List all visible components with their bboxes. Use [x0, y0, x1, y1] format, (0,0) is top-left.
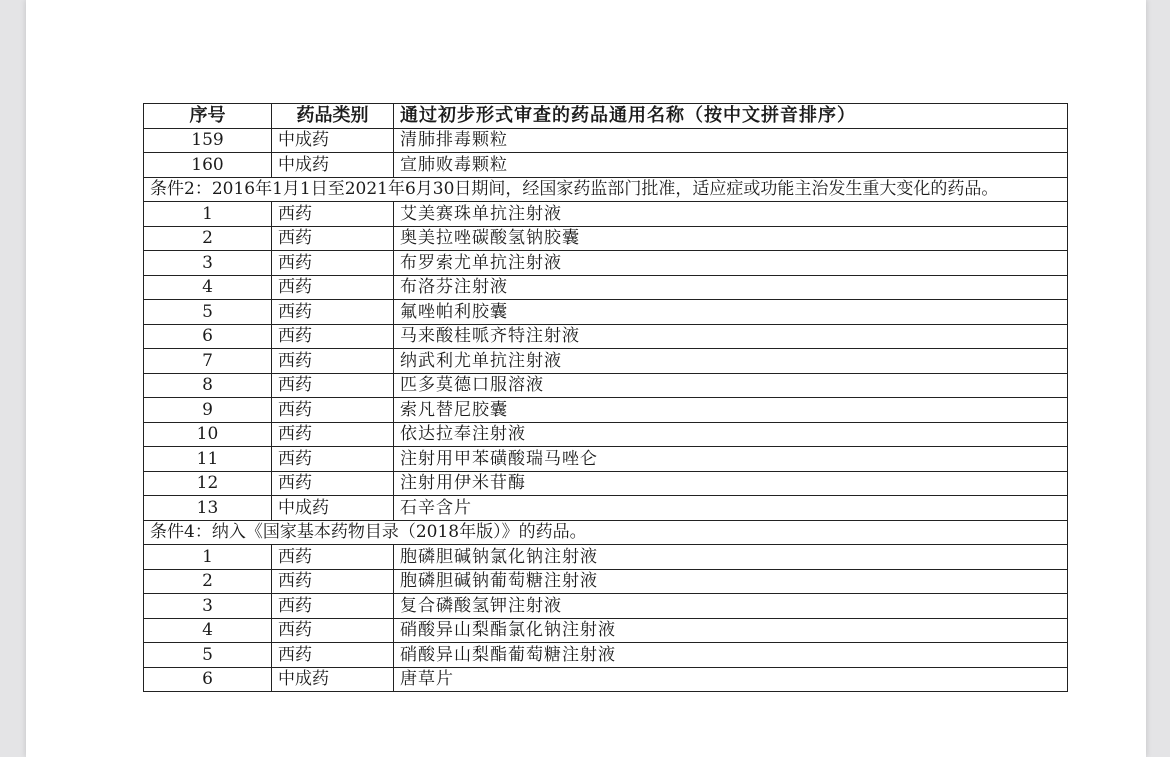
row-drug-name: 清肺排毒颗粒 [394, 128, 1068, 153]
row-drug-name: 硝酸异山梨酯氯化钠注射液 [394, 618, 1068, 643]
row-category: 西药 [272, 300, 394, 325]
row-category: 西药 [272, 643, 394, 668]
table-row [144, 202, 1068, 227]
table-row [144, 373, 1068, 398]
condition-row [144, 177, 1068, 202]
row-index: 7 [144, 349, 272, 374]
row-drug-name: 依达拉奉注射液 [394, 422, 1068, 447]
row-category: 西药 [272, 422, 394, 447]
row-index: 4 [144, 618, 272, 643]
row-index: 9 [144, 398, 272, 423]
table-row [144, 471, 1068, 496]
row-drug-name: 布罗索尤单抗注射液 [394, 251, 1068, 276]
header-drug-name: 通过初步形式审查的药品通用名称（按中文拼音排序） [394, 104, 1068, 129]
table-row [144, 153, 1068, 178]
table-row [144, 594, 1068, 619]
row-drug-name: 纳武利尤单抗注射液 [394, 349, 1068, 374]
table-row [144, 422, 1068, 447]
table-row [144, 349, 1068, 374]
drug-table [143, 103, 1068, 692]
row-drug-name: 宣肺败毒颗粒 [394, 153, 1068, 178]
row-index: 13 [144, 496, 272, 521]
row-drug-name: 布洛芬注射液 [394, 275, 1068, 300]
row-category: 西药 [272, 275, 394, 300]
row-category: 中成药 [272, 128, 394, 153]
row-index: 5 [144, 300, 272, 325]
row-category: 西药 [272, 373, 394, 398]
row-index: 2 [144, 226, 272, 251]
row-category: 西药 [272, 471, 394, 496]
row-index: 6 [144, 667, 272, 692]
table-row [144, 569, 1068, 594]
row-category: 西药 [272, 447, 394, 472]
row-drug-name: 石辛含片 [394, 496, 1068, 521]
header-category: 药品类别 [272, 104, 394, 129]
row-category: 西药 [272, 545, 394, 570]
row-drug-name: 奥美拉唑碳酸氢钠胶囊 [394, 226, 1068, 251]
table-row [144, 618, 1068, 643]
table-row [144, 643, 1068, 668]
row-index: 3 [144, 251, 272, 276]
row-index: 3 [144, 594, 272, 619]
condition-row [144, 520, 1068, 545]
table-row [144, 300, 1068, 325]
row-category: 西药 [272, 251, 394, 276]
row-drug-name: 匹多莫德口服溶液 [394, 373, 1068, 398]
document-page [26, 0, 1146, 757]
row-index: 160 [144, 153, 272, 178]
row-drug-name: 注射用甲苯磺酸瑞马唑仑 [394, 447, 1068, 472]
row-drug-name: 注射用伊米苷酶 [394, 471, 1068, 496]
row-category: 西药 [272, 226, 394, 251]
row-category: 西药 [272, 569, 394, 594]
row-drug-name: 复合磷酸氢钾注射液 [394, 594, 1068, 619]
row-category: 西药 [272, 618, 394, 643]
table-header-row [144, 104, 1068, 129]
table-row [144, 398, 1068, 423]
row-drug-name: 胞磷胆碱钠氯化钠注射液 [394, 545, 1068, 570]
row-category: 西药 [272, 349, 394, 374]
header-index: 序号 [144, 104, 272, 129]
row-category: 西药 [272, 594, 394, 619]
table-row [144, 128, 1068, 153]
row-category: 西药 [272, 202, 394, 227]
row-drug-name: 马来酸桂哌齐特注射液 [394, 324, 1068, 349]
row-drug-name: 胞磷胆碱钠葡萄糖注射液 [394, 569, 1068, 594]
row-category: 西药 [272, 398, 394, 423]
row-index: 6 [144, 324, 272, 349]
row-category: 中成药 [272, 153, 394, 178]
row-index: 4 [144, 275, 272, 300]
table-row [144, 251, 1068, 276]
row-category: 中成药 [272, 496, 394, 521]
row-drug-name: 索凡替尼胶囊 [394, 398, 1068, 423]
row-drug-name: 艾美赛珠单抗注射液 [394, 202, 1068, 227]
row-index: 5 [144, 643, 272, 668]
row-index: 1 [144, 545, 272, 570]
table-row [144, 275, 1068, 300]
row-drug-name: 氟唑帕利胶囊 [394, 300, 1068, 325]
row-index: 11 [144, 447, 272, 472]
table-row [144, 496, 1068, 521]
row-index: 159 [144, 128, 272, 153]
table-row [144, 324, 1068, 349]
condition-text: 条件4：纳入《国家基本药物目录（2018年版）》的药品。 [144, 520, 1068, 545]
row-category: 中成药 [272, 667, 394, 692]
row-index: 8 [144, 373, 272, 398]
table-row [144, 226, 1068, 251]
table-row [144, 545, 1068, 570]
table-row [144, 447, 1068, 472]
row-category: 西药 [272, 324, 394, 349]
table-row [144, 667, 1068, 692]
row-index: 12 [144, 471, 272, 496]
row-index: 1 [144, 202, 272, 227]
condition-text: 条件2：2016年1月1日至2021年6月30日期间，经国家药监部门批准，适应症或功能主治发生重大变化的药品。 [144, 177, 1068, 202]
row-drug-name: 硝酸异山梨酯葡萄糖注射液 [394, 643, 1068, 668]
row-index: 10 [144, 422, 272, 447]
row-drug-name: 唐草片 [394, 667, 1068, 692]
row-index: 2 [144, 569, 272, 594]
